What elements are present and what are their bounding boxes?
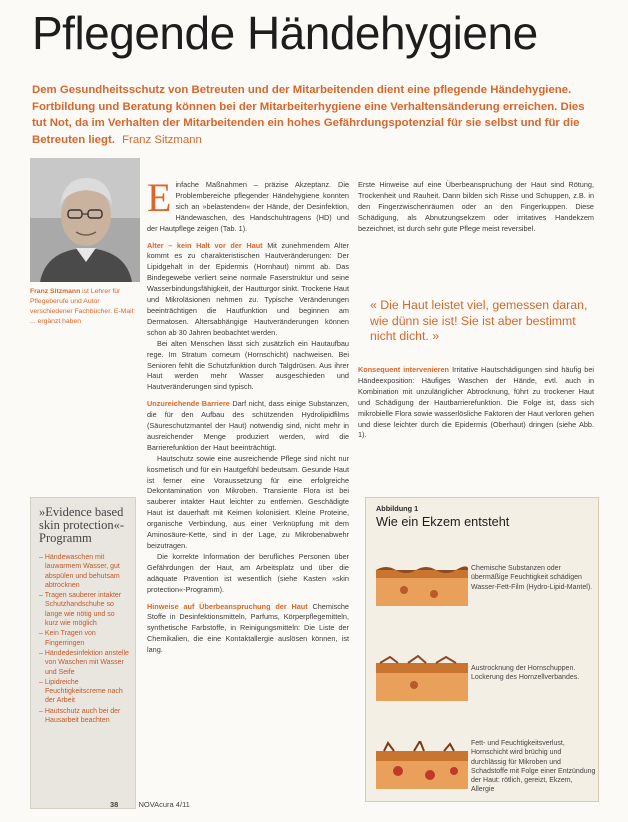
skin-layer-illustration: [374, 741, 470, 791]
list-item: – Hautschutz auch bei der Hausarbeit beachten: [39, 707, 129, 726]
section-paragraph: Die korrekte Information der berufliches Personen über Gefährdungen der Haut, am Arbeitsplatz und über die adäquate Prävention ist wesentlich (siehe Kasten »skin protection«-Programm).: [147, 551, 349, 594]
caption-text: ist Lehrer für Pflegeberufe und Autor verschiedener Fachbücher. E-Mail: ... ergänzt haben: [30, 288, 136, 325]
article-column-3-continued: [358, 365, 594, 441]
section-paragraph: [358, 365, 594, 441]
caption-name: Franz Sitzmann: [30, 288, 81, 295]
section-text: Irritative Hautschädigungen sind häufig bei Händeexposition: Häufiges Waschen der Hände, evtl. auch in Kombination mit unzulänglicher Abtrocknung, führt zu trockener Haut und Schädigung der Hautbarrierefunktion. Die Folge ist, dass sich mikrobielle Flora sowie wasserlösliche Faktoren der Haut verloren gehen und diese leichter durch die Epidermis (Oberhaut) dringen (siehe Abb. 1).: [358, 365, 595, 440]
section-text: Chemische Stoffe in Desinfektionsmitteln, Parfums, Körperpflegemitteln, synthetische Farbstoffe, in Reinigungsmitteln: Die Liste der Chemikalien, die eine Kontaktallergie auslösen können, ist lang.: [147, 601, 349, 655]
lead-paragraph: [32, 82, 598, 148]
figure-title: Wie ein Ekzem entsteht: [376, 515, 510, 529]
page-title: Pflegende Händehygiene: [32, 7, 538, 59]
section-text: Darf nicht, dass einige Substanzen, die für den Aufbau des schützenden Hydrolipidfilms (Säureschutzmantel der Haut) notwendig sind, nicht mehr in ausreichender Menge produziert werden, wird die Barrierefunktion der Haut beeinträchtigt.: [147, 399, 349, 452]
section-paragraph: Hautschutz sowie eine ausreichende Pflege sind nicht nur kosmetisch und für ein Hautgefühl bedeutsam. Gesunde Haut ist ferner eine Voraussetzung für eine erfolgreiche Dekontamination von Mikroben. Transiente Flora ist bei sauberer intakter Haut leichter zu entfernen. Geschädigte Haut ist dauerhaft mit Keimen kolonisiert. Kleine Proteine, organische Verbindung, aus einer Verknüpfung mit dem Aminosäure-Kette, sind in der Lage, zu Mikrobenabwehr beizutragen.: [147, 453, 349, 550]
author-photo: [30, 158, 140, 282]
page-footer: [110, 800, 190, 809]
page-number: 38: [110, 800, 119, 809]
article-column-3: [358, 180, 594, 235]
figure-step-text: Chemische Substanzen oder übermäßige Feuchtigkeit schädigen Wasser-Fett-Film (Hydro-Lipid-Mantel).: [471, 565, 593, 591]
list-item: – Lipidreiche Feuchtigkeitscreme nach der Arbeit: [39, 678, 129, 706]
lead-author: Franz Sitzmann: [122, 133, 202, 146]
figure-step-text: Fett- und Feuchtigkeitsverlust, Hornschicht wird brüchig und durchlässig für Mikroben und Schadstoffe mit Folge einer Entzündung der Haut: rötlich, gereizt, Ekzem, Allergie: [471, 740, 596, 794]
skin-layer-illustration: [374, 653, 470, 703]
section-paragraph: [147, 399, 349, 454]
evidence-box-title: »Evidence based skin protection«-Programm: [39, 505, 125, 545]
list-item: – Kein Tragen von Fingerringen: [39, 629, 129, 648]
section-heading: Konsequent intervenieren: [358, 365, 450, 374]
figure-eczema: [365, 497, 599, 802]
list-item: – Händedesinfektion anstelle von Waschen mit Wasser und Seife: [39, 649, 129, 677]
section-text: Mit zunehmendem Alter kommt es zu charakteristischen Hautveränderungen: Der Lipidgehalt in der Epidermis (Hornhaut) nimmt ab. Das Bindegewebe verliert seine normale Faserstruktur und seine Wasserbindungsfähigkeit, der Hautturgor sinkt. Trockene Haut und Mikroläsionen nehmen zu. Typische Veränderungen beeinträchtigen die Hautfunktion und beginnen am Dermatosen. Altersabhängige Hautveränderungen können schon ab 30 Jahren beobachtet werden.: [147, 240, 349, 337]
skin-layer-illustration: [374, 558, 470, 608]
list-item: – Tragen sauberer intakter Schutzhandschuhe so lange wie nötig und so kurz wie möglich: [39, 591, 129, 628]
author-portrait-image: [30, 158, 140, 282]
drop-cap: E: [147, 175, 172, 220]
section-heading: Unzureichende Barriere: [147, 399, 230, 409]
section-paragraph: Erste Hinweise auf eine Überbeanspruchung der Haut sind Rötung, Trockenheit und Rauheit. Dann bilden sich Risse und Schuppen, z.B. in den Fingerzwischenräumen oder an den Fingerkuppen. Diese Schädigung, als Abnutzungsekzem oder irritatives Handekzem bezeichnet, ist durch sehr gute Pflege meist reversibel.: [358, 180, 594, 233]
intro-paragraph: [147, 175, 349, 235]
figure-label: Abbildung 1: [376, 504, 419, 513]
pull-quote: « Die Haut leistet viel, gemessen daran, wie dünn sie ist! Sie ist aber bestimmt nicht dicht. »: [370, 298, 588, 343]
list-item: – Händewaschen mit lauwarmem Wasser, gut abspülen und behutsam abtrocknen: [39, 553, 129, 590]
article-column-2: [147, 175, 349, 656]
journal-name: NOVAcura 4/11: [138, 800, 190, 809]
lead-text: Dem Gesundheitsschutz von Betreuten und der Mitarbeitenden dient eine pflegende Händehygiene. Fortbildung und Beratung können bei der Mitarbeiterhygiene eine Verhaltensänderung erreichen. Dies tut Not, da im Verhalten der Mitarbeitenden ein hohes Gefährdungspotenzial für sie selbst und für die Betreuten liegt.: [32, 84, 585, 146]
photo-caption: [30, 287, 140, 327]
evidence-box-list: [39, 553, 129, 725]
section-paragraph: [147, 602, 349, 657]
section-heading: Alter – kein Halt vor der Haut: [147, 240, 263, 250]
section-paragraph: Bei alten Menschen lässt sich zusätzlich ein Hautaufbau rege. Im Stratum corneum (Hornschicht) nachweisen. Bei Senioren fehlt die Schutzfunktion durch Talgdrüsen. Aus ihrer Haut werden mehr Wasser ausgeschieden und Hautveränderungen sind typisch.: [147, 338, 349, 392]
section-paragraph: [147, 241, 349, 339]
figure-step-text: Austrocknung der Hornschuppen. Lockerung des Hornzellverbandes.: [471, 665, 580, 682]
intro-text: infache Maßnahmen – präzise Akzeptanz. Die Problembereiche pflegender Händehygiene konnten sich an »belastenden« der Hände, der Desinfektion, Händewaschen, des Handschuhtragens (HD) und der Hautpflege zeigen (Tab. 1).: [147, 180, 349, 233]
evidence-box: [30, 497, 136, 809]
section-heading: Hinweise auf Überbeanspruchung der Haut: [147, 601, 308, 611]
